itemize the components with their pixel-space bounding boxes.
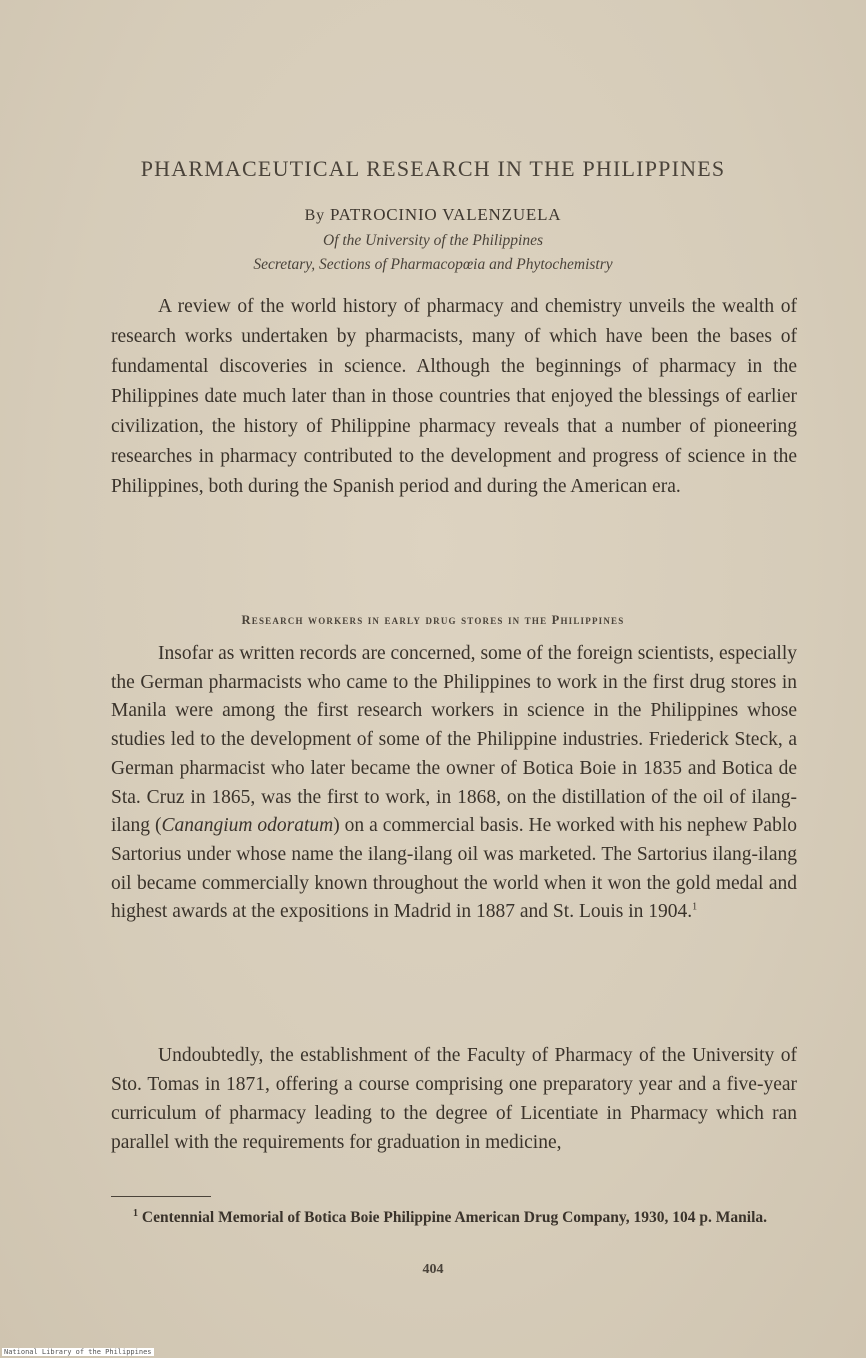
footnote-divider (111, 1196, 211, 1197)
body-paragraph-faculty: Undoubtedly, the establishment of the Faculty of Pharmacy of the University of Sto. Tomas in 1871, offering a course comprising one preparatory year and a five-year curriculum of pharmacy leading to the degree of Licentiate in Pharmacy which ran parallel with the requirements for graduation in medicine, (111, 1045, 797, 1153)
author-position: Secretary, Sections of Pharmacopœia and Phytochemistry (253, 256, 613, 273)
footnote (111, 1208, 797, 1227)
paragraph-text: ) on a commercial basis. He worked with his nephew Pablo Sartorius under whose name the ilang-ilang oil was marketed. The Sartorius ilang-ilang oil became commercially known throughout the world when it won the gold medal and highest awards at the expositions in Madrid in 1887 and St. Louis in 1904. (111, 815, 797, 923)
byline-prefix: By (304, 207, 325, 224)
article-title: PHARMACEUTICAL RESEARCH IN THE PHILIPPINES (140, 156, 726, 181)
library-watermark: National Library of the Philippines (4, 1348, 152, 1356)
paragraph-text: Insofar as written records are concerned, some of the foreign scientists, especially the German pharmacists who came to the Philippines to work in the first drug stores in Manila were among the first research workers in science in the Philippines whose studies led to the development of some of the Philippine industries. Friederick Steck, a German pharmacist who later became the owner of Botica Boie in 1835 and Botica de Sta. Cruz in 1865, was the first to work, in 1868, on the distillation of the oil of ilang-ilang ( (111, 643, 797, 837)
footnote-marker: 1 (133, 1207, 138, 1219)
author-name: PATROCINIO VALENZUELA (329, 205, 562, 224)
author-affiliation: Of the University of the Philippines (323, 232, 543, 249)
page-number: 404 (422, 1262, 444, 1277)
footnote-reference[interactable]: 1 (692, 901, 698, 913)
intro-paragraph: A review of the world history of pharmacy and chemistry unveils the wealth of research works undertaken by pharmacists, many of which have been the bases of fundamental discoveries in science. Although the beginnings of pharmacy in the Philippines date much later than in those countries that enjoyed the blessings of earlier civilization, the history of Philippine pharmacy reveals that a number of pioneering researches in pharmacy contributed to the development and progress of science in the Philippines, both during the Spanish period and during the American era. (111, 296, 797, 497)
body-paragraph-research-workers (111, 640, 797, 927)
section-heading: Research workers in early drug stores in the Philippines (241, 613, 625, 627)
scientific-name: Canangium odoratum (161, 815, 334, 837)
byline (0, 205, 866, 225)
footnote-text: Centennial Memorial of Botica Boie Philippine American Drug Company, 1930, 104 p. Manila. (141, 1209, 768, 1226)
